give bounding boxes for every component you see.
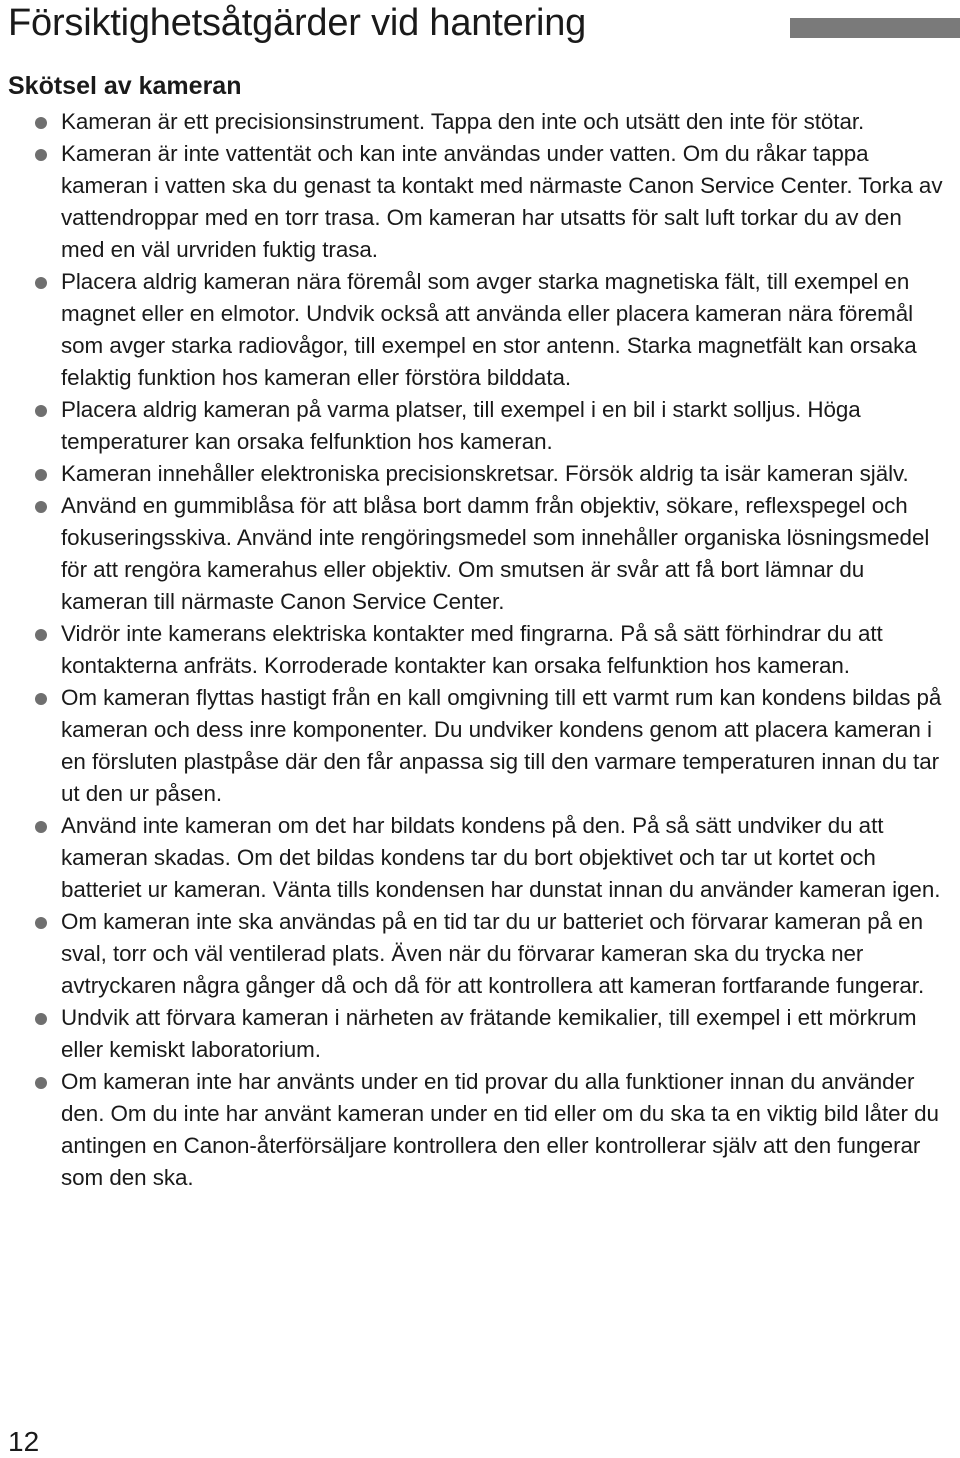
list-item-text: Kameran är inte vattentät och kan inte användas under vatten. Om du råkar tappa kameran i vatten ska du genast ta kontakt med närmaste Canon Service Center. Torka av vattendroppar med en torr trasa. Om kameran har utsatts för salt luft torkar du av den med en väl urvriden fuktig trasa. <box>61 141 943 262</box>
list-item <box>61 810 951 906</box>
list-item-text: Vidrör inte kamerans elektriska kontakter med fingrarna. På så sätt förhindrar du att kontakterna anfräts. Korroderade kontakter kan orsaka felfunktion hos kameran. <box>61 621 883 678</box>
list-item <box>61 618 951 682</box>
bullet-icon <box>35 1077 47 1089</box>
list-item-text: Om kameran flyttas hastigt från en kall omgivning till ett varmt rum kan kondens bildas på kameran och dess inre komponenter. Du undviker kondens genom att placera kameran i en försluten plastpåse där den får anpassa sig till den varmare temperaturen innan du tar ut den ur påsen. <box>61 685 942 806</box>
bullet-icon <box>35 469 47 481</box>
list-item-text: Om kameran inte ska användas på en tid tar du ur batteriet och förvarar kameran på en sval, torr och väl ventilerad plats. Även när du förvarar kameran ska du trycka ner avtryckaren några gånger då och då för att kontrollera att kameran fortfarande fungerar. <box>61 909 925 998</box>
bullet-icon <box>35 693 47 705</box>
list-item-text: Kameran är ett precisionsinstrument. Tappa den inte och utsätt den inte för stötar. <box>61 109 865 134</box>
section-title: Skötsel av kameran <box>8 72 242 100</box>
list-item <box>61 490 951 618</box>
precautions-list <box>61 106 951 1194</box>
list-item-text: Använd inte kameran om det har bildats kondens på den. På så sätt undviker du att kameran skadas. Om det bildas kondens tar du bort objektivet och tar ut kortet och batteriet ur kameran. Vänta tills kondensen har dunstat innan du använder kameran igen. <box>61 813 941 902</box>
bullet-icon <box>35 149 47 161</box>
list-item-text: Kameran innehåller elektroniska precisionskretsar. Försök aldrig ta isär kameran själv. <box>61 461 909 486</box>
list-item <box>61 266 951 394</box>
list-item <box>61 906 951 1002</box>
bullet-icon <box>35 117 47 129</box>
list-item <box>61 1066 951 1194</box>
list-item-text: Använd en gummiblåsa för att blåsa bort damm från objektiv, sökare, reflexspegel och fokuseringsskiva. Använd inte rengöringsmedel som innehåller organiska lösningsmedel för att rengöra kamerahus eller objektiv. Om smutsen är svår att få bort lämnar du kameran till närmaste Canon Service Center. <box>61 493 930 614</box>
bullet-icon <box>35 629 47 641</box>
list-item <box>61 458 951 490</box>
list-item-text: Undvik att förvara kameran i närheten av frätande kemikalier, till exempel i ett mörkrum eller kemiskt laboratorium. <box>61 1005 917 1062</box>
list-item <box>61 138 951 266</box>
bullet-icon <box>35 277 47 289</box>
bullet-icon <box>35 405 47 417</box>
page-title: Försiktighetsåtgärder vid hantering <box>8 2 587 44</box>
list-item <box>61 1002 951 1066</box>
list-item-text: Placera aldrig kameran på varma platser, till exempel i en bil i starkt solljus. Höga temperaturer kan orsaka felfunktion hos kameran. <box>61 397 861 454</box>
header-decor-bar <box>790 18 960 38</box>
list-item <box>61 106 951 138</box>
bullet-icon <box>35 917 47 929</box>
bullet-icon <box>35 501 47 513</box>
list-item-text: Placera aldrig kameran nära föremål som avger starka magnetiska fält, till exempel en magnet eller en elmotor. Undvik också att använda eller placera kameran nära föremål som avger starka radiovågor, till exempel en stor antenn. Starka magnetfält kan orsaka felaktig funktion hos kameran eller förstöra bilddata. <box>61 269 917 390</box>
page-number: 12 <box>8 1426 40 1457</box>
bullet-icon <box>35 1013 47 1025</box>
list-item <box>61 394 951 458</box>
list-item-text: Om kameran inte har använts under en tid provar du alla funktioner innan du använder den. Om du inte har använt kameran under en tid eller om du ska ta en viktig bild låter du antingen en Canon-återförsäljare kontrollera den eller kontrollerar själv att den fungerar som den ska. <box>61 1069 939 1190</box>
bullet-icon <box>35 821 47 833</box>
list-item <box>61 682 951 810</box>
page-header <box>8 0 960 50</box>
